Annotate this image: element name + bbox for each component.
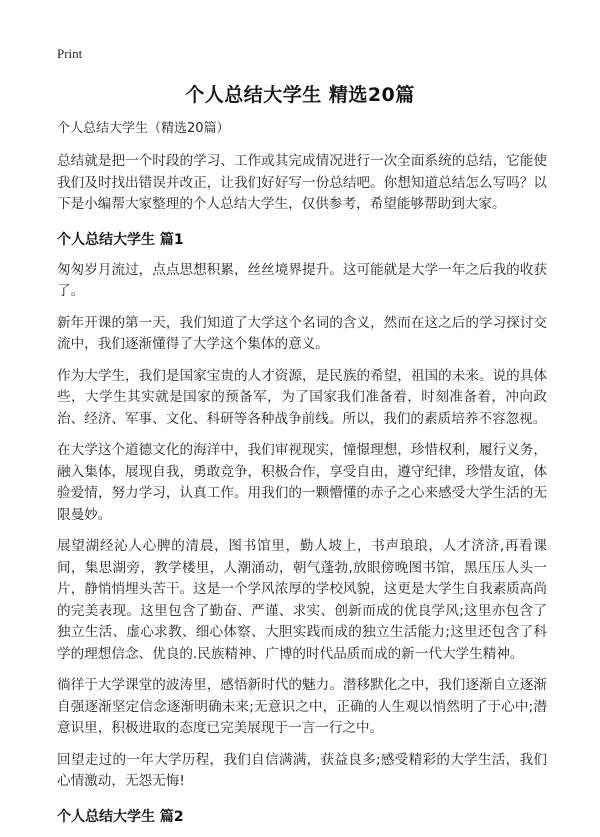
paragraph: 展望湖经沁人心脾的清晨，图书馆里，勤人坡上，书声琅琅，人才济济,再看课间，集思湖旁，教学楼里，人潮涌动，朝气蓬勃,放眼傍晚图书馆，黑压压人头一片，静悄悄埋头苦干。这是一个学风浓厚的学校风貌，这更是大学生自我素质高尚的完美表现。这里包含了勤奋、严谨、求实、创新而成的优良学风;这里亦包含了独立生活、虚心求教、细心体察、大胆实践而成的独立生活能力;这里还包含了科学的理想信念、优良的.民族精神、广博的时代品质而成的新一代大学生精神。	[57, 538, 547, 662]
paragraph: 徜徉于大学课堂的波涛里，感悟新时代的魅力。潜移默化之中，我们逐渐自立逐渐自强逐渐坚定信念逐渐明确未来;无意识之中，正确的人生观以悄然明了于心中;潜意识里，积极进取的态度已完美展现于一言一行之中。	[57, 677, 547, 736]
article-body	[57, 119, 547, 837]
intro-paragraph: 总结就是把一个时段的学习、工作或其完成情况进行一次全面系统的总结，它能使我们及时找出错误并改正，让我们好好写一份总结吧。你想知道总结怎么写吗？以下是小编帮大家整理的个人总结大学生，仅供参考，希望能够帮助到大家。	[57, 153, 547, 212]
paragraph: 新年开课的第一天，我们知道了大学这个名词的含义，然而在这之后的学习探讨交流中，我们逐渐懂得了大学这个集体的意义。	[57, 314, 547, 352]
print-link[interactable]: Print	[57, 46, 83, 61]
paragraph: 在大学这个道德文化的海洋中，我们审视现实，憧憬理想，珍惜权利，履行义务，融入集体，展现自我，勇敢竞争，积极合作，享受自由，遵守纪律，珍惜友谊，体验爱情，努力学习，认真工作。用我们的一颗懵懂的赤子之心来感受大学生活的无限曼妙。	[57, 442, 547, 523]
section-heading: 个人总结大学生 篇2	[57, 808, 184, 825]
paragraph: 匆匆岁月流过，点点思想积累，丝丝境界提升。这可能就是大学一年之后我的收获了。	[57, 261, 547, 299]
paragraph: 作为大学生，我们是国家宝贵的人才资源，是民族的希望，祖国的未来。说的具体些，大学生其实就是国家的预备军，为了国家我们准备着，时刻准备着，冲向政治、经济、军事、文化、科研等各种战争前线。所以，我们的素质培养不容忽视。	[57, 367, 547, 427]
paragraph: 回望走过的一年大学历程，我们自信满满，获益良多;感受精彩的大学生活，我们心情激动，无怨无悔!	[57, 751, 547, 789]
section-heading: 个人总结大学生 篇1	[57, 231, 184, 248]
article-subtitle: 个人总结大学生（精选20篇）	[57, 121, 230, 136]
page-title: 个人总结大学生 精选20篇	[185, 84, 415, 106]
